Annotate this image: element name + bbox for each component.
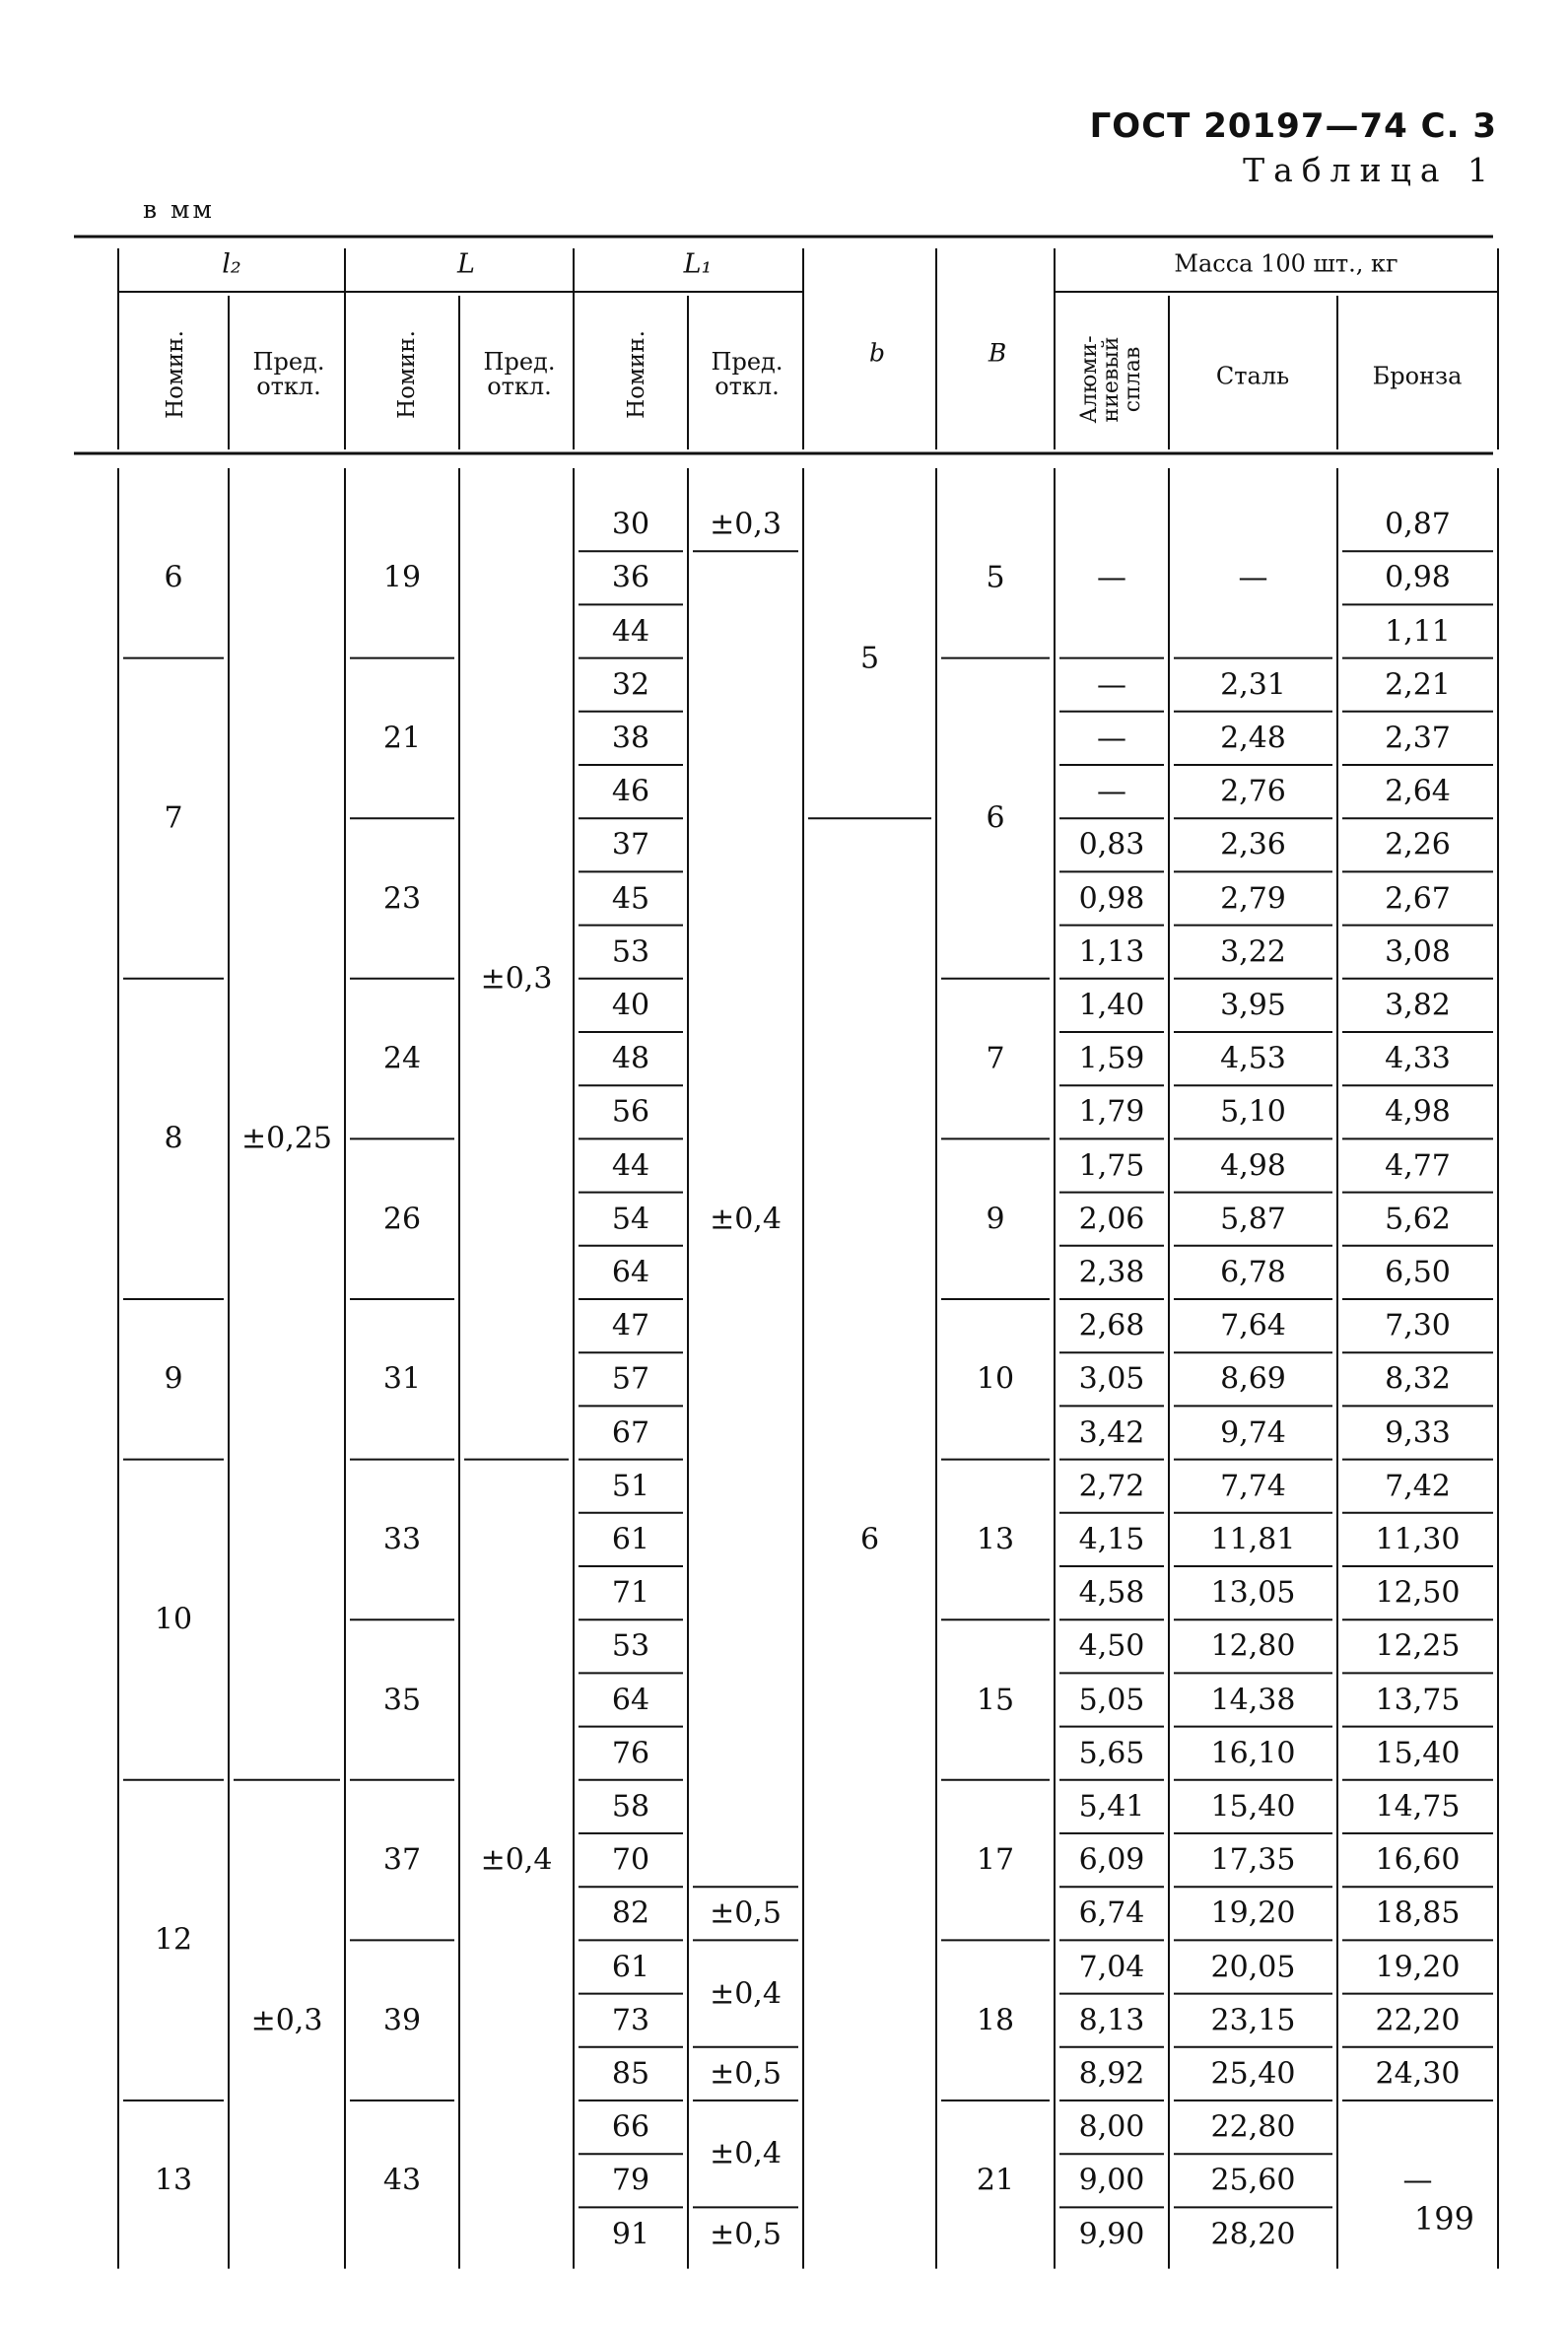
col-header-mass: Масса 100 шт., кг	[1174, 249, 1398, 278]
bronze-mass-cell: 18,85	[1375, 1895, 1461, 1931]
steel-mass-cell: 7,64	[1220, 1308, 1286, 1343]
steel-mass-cell: 16,10	[1210, 1736, 1296, 1771]
bronze-mass-cell: 24,30	[1375, 2056, 1461, 2092]
aluminium-mass-cell: 8,00	[1078, 2109, 1145, 2145]
B-cell: 18	[976, 2003, 1015, 2038]
aluminium-mass-cell: 9,90	[1078, 2217, 1145, 2251]
B-cell: 13	[976, 1522, 1015, 1557]
L1-nominal-cell: 54	[611, 1202, 650, 1237]
aluminium-mass-cell: 6,74	[1078, 1895, 1145, 1931]
L-nominal-cell: 37	[382, 1842, 422, 1878]
steel-mass-cell: 4,98	[1220, 1148, 1286, 1183]
B-cell: 7	[986, 1041, 1005, 1076]
l2-nominal-cell: 12	[154, 1922, 193, 1958]
aluminium-mass-cell: —	[1097, 721, 1126, 756]
aluminium-mass-cell: 1,13	[1078, 934, 1145, 970]
L1-nominal-cell: 47	[611, 1308, 650, 1343]
L1-nominal-cell: 32	[611, 667, 650, 703]
L1-nominal-cell: 30	[611, 507, 650, 542]
L1-nominal-cell: 85	[611, 2056, 650, 2092]
aluminium-mass-cell: 0,83	[1078, 827, 1145, 862]
bronze-mass-cell: 2,64	[1385, 774, 1451, 809]
aluminium-mass-cell: 1,75	[1078, 1148, 1145, 1183]
aluminium-mass-cell: —	[1097, 774, 1126, 809]
L1-deviation-cell: ±0,4	[710, 1202, 782, 1237]
steel-mass-cell: 22,80	[1210, 2109, 1296, 2145]
col-header-bronze: Бронза	[1372, 362, 1463, 390]
L-nominal-cell: 43	[382, 2163, 422, 2198]
col-header-L1-nominal: Номин.	[624, 330, 649, 419]
bronze-mass-cell: 2,21	[1385, 667, 1451, 703]
L1-deviation-cell: ±0,5	[710, 2056, 782, 2092]
bronze-mass-cell: 9,33	[1385, 1415, 1451, 1450]
L1-nominal-cell: 91	[611, 2217, 650, 2251]
col-header-aluminium: Алюми-ниевый сплав	[1077, 335, 1145, 424]
aluminium-mass-cell: 7,04	[1078, 1950, 1145, 1984]
steel-mass-cell: 3,22	[1220, 934, 1286, 970]
L-nominal-cell: 33	[382, 1522, 422, 1557]
units-label: в мм	[143, 195, 215, 224]
L1-nominal-cell: 57	[611, 1361, 650, 1397]
steel-mass-cell: 2,48	[1220, 721, 1286, 756]
col-header-l2-nominal: Номин.	[163, 330, 188, 419]
bronze-mass-cell: 16,60	[1375, 1842, 1461, 1878]
L-deviation-cell: ±0,3	[480, 961, 553, 997]
steel-mass-cell: 15,40	[1210, 1789, 1296, 1825]
aluminium-mass-cell: 2,06	[1078, 1202, 1145, 1237]
steel-mass-cell: 20,05	[1210, 1950, 1296, 1984]
L1-deviation-cell: ±0,3	[710, 507, 782, 542]
aluminium-mass-cell: 2,38	[1078, 1255, 1145, 1290]
bronze-mass-cell: 0,98	[1385, 560, 1451, 595]
L1-deviation-cell: ±0,5	[710, 1895, 782, 1931]
bronze-mass-cell: 4,33	[1385, 1041, 1451, 1076]
L1-nominal-cell: 64	[611, 1255, 650, 1290]
steel-mass-cell: 8,69	[1220, 1361, 1286, 1397]
bronze-mass-cell: 1,11	[1385, 614, 1451, 649]
steel-mass-cell: 13,05	[1210, 1575, 1296, 1611]
steel-mass-cell: 7,74	[1220, 1469, 1286, 1504]
L1-nominal-cell: 51	[611, 1469, 650, 1504]
aluminium-mass-cell: 6,09	[1078, 1842, 1145, 1878]
L1-nominal-cell: 82	[611, 1895, 650, 1931]
bronze-mass-cell: 11,30	[1375, 1522, 1461, 1557]
aluminium-mass-cell: —	[1097, 667, 1126, 703]
L1-deviation-cell: ±0,5	[710, 2217, 782, 2251]
L-nominal-cell: 31	[382, 1361, 422, 1397]
bronze-mass-cell: 7,30	[1385, 1308, 1451, 1343]
col-header-steel: Сталь	[1215, 362, 1290, 390]
steel-mass-cell: 25,40	[1210, 2056, 1296, 2092]
col-header-L-nominal: Номин.	[394, 330, 420, 419]
L1-nominal-cell: 70	[611, 1842, 650, 1878]
col-header-L: L	[457, 248, 475, 280]
steel-mass-cell: 19,20	[1210, 1895, 1296, 1931]
aluminium-mass-cell: 5,41	[1078, 1789, 1145, 1825]
L-nominal-cell: 21	[382, 721, 422, 756]
aluminium-mass-cell: 3,42	[1078, 1415, 1145, 1450]
L1-nominal-cell: 64	[611, 1683, 650, 1717]
B-cell: 17	[976, 1842, 1015, 1878]
bronze-mass-cell: 2,67	[1385, 881, 1451, 916]
L1-nominal-cell: 61	[611, 1522, 650, 1557]
steel-mass-cell: 25,60	[1210, 2163, 1296, 2198]
L1-nominal-cell: 44	[611, 1148, 650, 1183]
steel-mass-cell: 5,10	[1220, 1094, 1286, 1130]
aluminium-mass-cell: 3,05	[1078, 1361, 1145, 1397]
bronze-mass-cell: —	[1402, 2163, 1433, 2198]
aluminium-mass-cell: 5,65	[1078, 1736, 1145, 1771]
b-cell: 5	[859, 641, 880, 676]
l2-nominal-cell: 9	[164, 1361, 183, 1397]
steel-mass-cell: 2,76	[1220, 774, 1286, 809]
bronze-mass-cell: 13,75	[1375, 1683, 1461, 1717]
aluminium-mass-cell: 4,50	[1078, 1628, 1145, 1664]
bronze-mass-cell: 19,20	[1375, 1950, 1461, 1984]
L1-deviation-cell: ±0,4	[710, 1976, 782, 2012]
aluminium-mass-cell: 1,40	[1078, 988, 1145, 1023]
bronze-mass-cell: 12,50	[1375, 1575, 1461, 1611]
L1-nominal-cell: 71	[611, 1575, 650, 1611]
page-number: 199	[1413, 2200, 1474, 2238]
steel-mass-cell: 17,35	[1210, 1842, 1296, 1878]
bronze-mass-cell: 2,26	[1385, 827, 1451, 862]
L1-nominal-cell: 53	[611, 1628, 650, 1664]
B-cell: 9	[986, 1202, 1005, 1237]
steel-mass-cell: 2,79	[1220, 881, 1286, 916]
bronze-mass-cell: 0,87	[1385, 507, 1451, 542]
L-nominal-cell: 24	[382, 1041, 422, 1076]
B-cell: 15	[976, 1683, 1015, 1717]
L-nominal-cell: 39	[382, 2003, 422, 2038]
l2-nominal-cell: 7	[164, 800, 183, 836]
col-header-L-deviation: Пред. откл.	[483, 348, 556, 400]
bronze-mass-cell: 3,08	[1385, 934, 1451, 970]
steel-mass-cell: 2,31	[1220, 667, 1286, 703]
l2-nominal-cell: 8	[164, 1121, 183, 1156]
bronze-mass-cell: 12,25	[1375, 1628, 1461, 1664]
steel-mass-cell: 11,81	[1210, 1522, 1296, 1557]
bronze-mass-cell: 14,75	[1375, 1789, 1461, 1825]
standard-header: ГОСТ 20197—74 С. 3	[1089, 106, 1497, 146]
steel-mass-cell: 12,80	[1210, 1628, 1296, 1664]
L1-nominal-cell: 61	[611, 1950, 650, 1984]
steel-mass-cell: 14,38	[1210, 1683, 1296, 1717]
bronze-mass-cell: 2,37	[1385, 721, 1451, 756]
l2-nominal-cell: 10	[154, 1602, 193, 1637]
bronze-mass-cell: 4,77	[1385, 1148, 1451, 1183]
steel-mass-cell: 5,87	[1220, 1202, 1286, 1237]
aluminium-mass-cell: 1,59	[1078, 1041, 1145, 1076]
L1-nominal-cell: 67	[611, 1415, 650, 1450]
L1-nominal-cell: 40	[611, 988, 650, 1023]
L1-nominal-cell: 56	[611, 1094, 650, 1130]
bronze-mass-cell: 22,20	[1375, 2003, 1461, 2038]
col-header-l2: l₂	[222, 248, 241, 280]
col-header-b: b	[868, 338, 886, 368]
bronze-mass-cell: 15,40	[1375, 1736, 1461, 1771]
L1-nominal-cell: 73	[611, 2003, 650, 2038]
B-cell: 21	[976, 2163, 1015, 2198]
B-cell: 5	[986, 560, 1005, 595]
b-cell: 6	[859, 1522, 880, 1557]
L1-nominal-cell: 76	[611, 1736, 650, 1771]
bronze-mass-cell: 8,32	[1385, 1361, 1451, 1397]
aluminium-mass-cell: 5,05	[1078, 1683, 1145, 1717]
L1-nominal-cell: 58	[611, 1789, 650, 1825]
L1-nominal-cell: 46	[611, 774, 650, 809]
L-nominal-cell: 26	[382, 1202, 422, 1237]
aluminium-mass-cell: 0,98	[1078, 881, 1145, 916]
aluminium-mass-cell: 8,13	[1078, 2003, 1145, 2038]
L1-nominal-cell: 36	[611, 560, 650, 595]
steel-mass-cell: 2,36	[1220, 827, 1286, 862]
steel-mass-cell: 9,74	[1220, 1415, 1286, 1450]
L-deviation-cell: ±0,4	[480, 1842, 553, 1878]
B-cell: 6	[986, 800, 1005, 836]
steel-mass-cell: —	[1238, 560, 1268, 595]
col-header-l2-deviation: Пред. откл.	[252, 348, 325, 400]
bronze-mass-cell: 5,62	[1385, 1202, 1451, 1237]
aluminium-mass-cell: 4,15	[1078, 1522, 1145, 1557]
L-nominal-cell: 23	[382, 881, 422, 916]
L1-nominal-cell: 53	[611, 934, 650, 970]
bronze-mass-cell: 7,42	[1385, 1469, 1451, 1504]
L1-nominal-cell: 44	[611, 614, 650, 649]
bronze-mass-cell: 6,50	[1385, 1255, 1451, 1290]
aluminium-mass-cell: 4,58	[1078, 1575, 1145, 1611]
bronze-mass-cell: 3,82	[1385, 988, 1451, 1023]
aluminium-mass-cell: 8,92	[1078, 2056, 1145, 2092]
aluminium-mass-cell: 2,72	[1078, 1469, 1145, 1504]
L1-nominal-cell: 37	[611, 827, 650, 862]
col-header-L1: L₁	[683, 248, 713, 280]
L1-nominal-cell: 79	[611, 2163, 650, 2198]
L1-nominal-cell: 66	[611, 2109, 650, 2145]
L-nominal-cell: 19	[382, 560, 422, 595]
steel-mass-cell: 23,15	[1210, 2003, 1296, 2038]
aluminium-mass-cell: 1,79	[1078, 1094, 1145, 1130]
L-nominal-cell: 35	[382, 1683, 422, 1717]
aluminium-mass-cell: —	[1097, 560, 1126, 595]
col-header-L1-deviation: Пред. откл.	[711, 348, 784, 400]
l2-deviation-cell: ±0,3	[250, 2003, 323, 2038]
steel-mass-cell: 28,20	[1210, 2217, 1296, 2251]
table-label: Таблица 1	[1243, 151, 1497, 189]
l2-nominal-cell: 6	[164, 560, 183, 595]
L1-deviation-cell: ±0,4	[710, 2136, 782, 2171]
aluminium-mass-cell: 9,00	[1078, 2163, 1145, 2198]
steel-mass-cell: 3,95	[1220, 988, 1286, 1023]
col-header-B: B	[988, 338, 1007, 368]
steel-mass-cell: 4,53	[1220, 1041, 1286, 1076]
aluminium-mass-cell: 2,68	[1078, 1308, 1145, 1343]
L1-nominal-cell: 45	[611, 881, 650, 916]
L1-nominal-cell: 38	[611, 721, 650, 756]
L1-nominal-cell: 48	[611, 1041, 650, 1076]
B-cell: 10	[976, 1361, 1015, 1397]
steel-mass-cell: 6,78	[1220, 1255, 1286, 1290]
l2-deviation-cell: ±0,25	[241, 1121, 332, 1156]
l2-nominal-cell: 13	[154, 2163, 193, 2198]
bronze-mass-cell: 4,98	[1385, 1094, 1451, 1130]
